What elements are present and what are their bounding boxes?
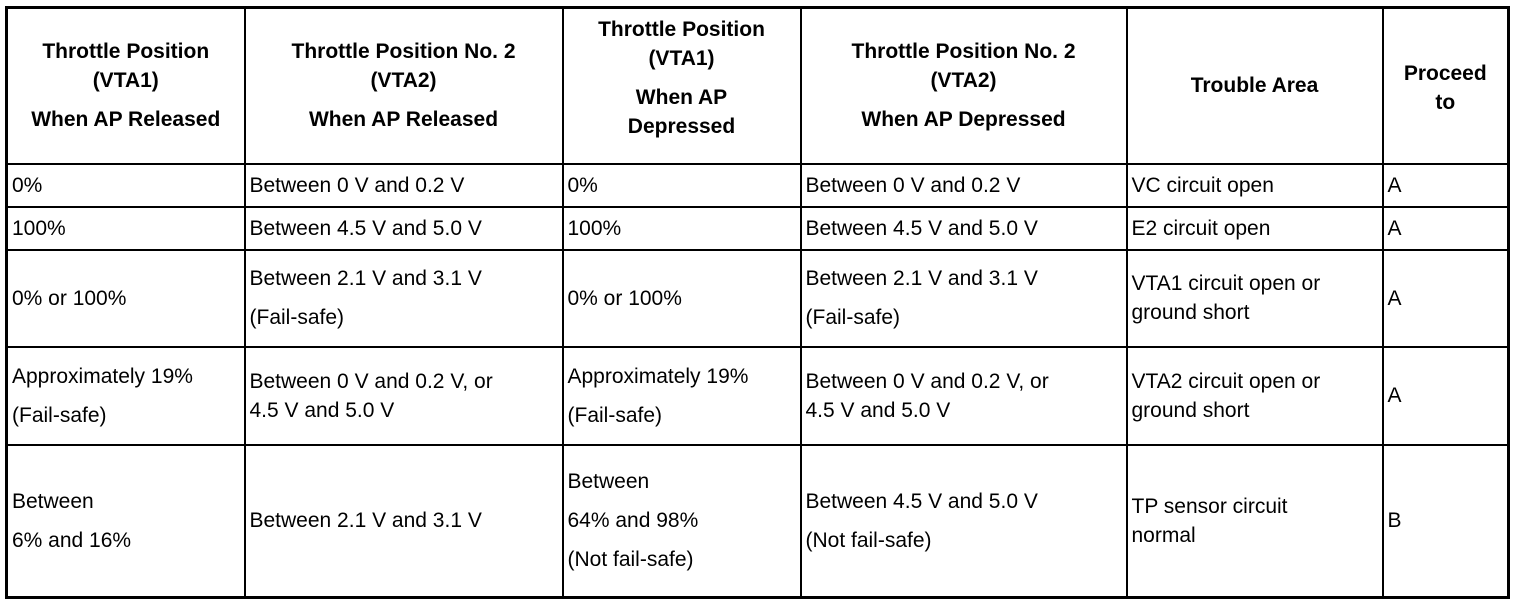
header-vta2-released: Throttle Position No. 2 (VTA2) When AP Released <box>245 8 563 164</box>
table-row <box>7 250 1509 347</box>
cell-vta1-released: 100% <box>7 207 245 250</box>
table-row <box>7 347 1509 445</box>
cell-proceed: B <box>1383 445 1509 598</box>
cell-vta2-released: Between 4.5 V and 5.0 V <box>245 207 563 250</box>
header-vta2-depressed: Throttle Position No. 2 (VTA2) When AP Depressed <box>801 8 1127 164</box>
cell-vta1-released: 0% or 100% <box>7 250 245 347</box>
cell-vta2-depressed: Between 0 V and 0.2 V, or 4.5 V and 5.0 V <box>801 347 1127 445</box>
table-row <box>7 445 1509 598</box>
cell-vta2-depressed: Between 2.1 V and 3.1 V (Fail-safe) <box>801 250 1127 347</box>
cell-vta2-released: Between 2.1 V and 3.1 V <box>245 445 563 598</box>
table-row <box>7 207 1509 250</box>
cell-vta1-depressed: 0% <box>563 164 801 207</box>
cell-trouble-area: TP sensor circuit normal <box>1127 445 1383 598</box>
diagnostic-table <box>5 6 1510 599</box>
cell-vta2-released: Between 0 V and 0.2 V, or 4.5 V and 5.0 V <box>245 347 563 445</box>
cell-vta2-depressed: Between 4.5 V and 5.0 V <box>801 207 1127 250</box>
cell-vta2-released: Between 2.1 V and 3.1 V (Fail-safe) <box>245 250 563 347</box>
cell-trouble-area: E2 circuit open <box>1127 207 1383 250</box>
cell-vta1-released: Between 6% and 16% <box>7 445 245 598</box>
cell-vta1-depressed: 100% <box>563 207 801 250</box>
cell-proceed: A <box>1383 347 1509 445</box>
table-row <box>7 164 1509 207</box>
header-row <box>7 8 1509 164</box>
cell-trouble-area: VTA2 circuit open or ground short <box>1127 347 1383 445</box>
header-vta1-depressed: Throttle Position (VTA1) When AP Depressed <box>563 8 801 164</box>
cell-vta1-released: 0% <box>7 164 245 207</box>
cell-proceed: A <box>1383 164 1509 207</box>
header-vta1-released: Throttle Position (VTA1) When AP Released <box>7 8 245 164</box>
cell-vta1-depressed: Approximately 19% (Fail-safe) <box>563 347 801 445</box>
cell-vta1-released: Approximately 19% (Fail-safe) <box>7 347 245 445</box>
cell-proceed: A <box>1383 250 1509 347</box>
cell-vta1-depressed: 0% or 100% <box>563 250 801 347</box>
cell-proceed: A <box>1383 207 1509 250</box>
cell-vta2-depressed: Between 0 V and 0.2 V <box>801 164 1127 207</box>
header-trouble-area: Trouble Area <box>1127 8 1383 164</box>
cell-trouble-area: VTA1 circuit open or ground short <box>1127 250 1383 347</box>
header-proceed-to: Proceed to <box>1383 8 1509 164</box>
cell-vta2-depressed: Between 4.5 V and 5.0 V (Not fail-safe) <box>801 445 1127 598</box>
cell-vta1-depressed: Between 64% and 98% (Not fail-safe) <box>563 445 801 598</box>
cell-trouble-area: VC circuit open <box>1127 164 1383 207</box>
cell-vta2-released: Between 0 V and 0.2 V <box>245 164 563 207</box>
